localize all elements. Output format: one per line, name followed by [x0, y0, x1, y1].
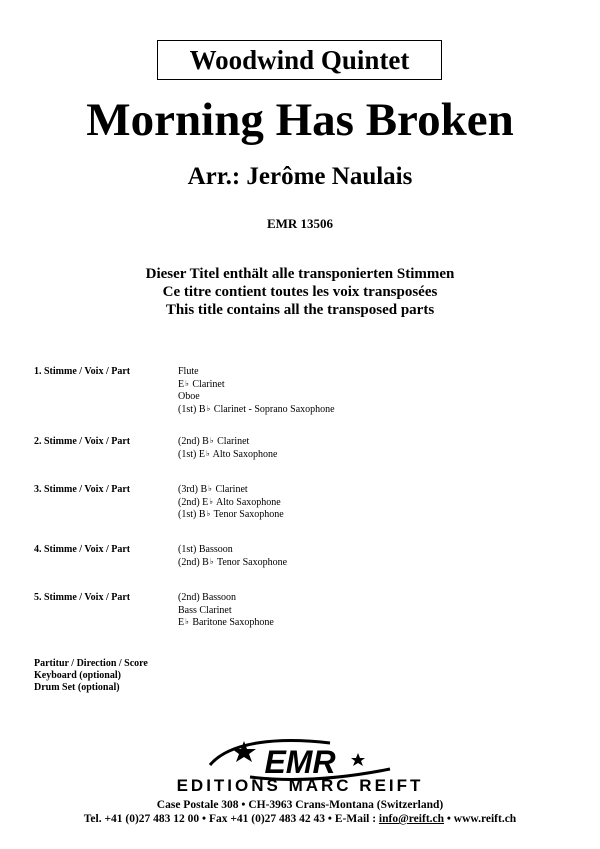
instrument-line: E♭ Clarinet [178, 378, 225, 390]
instrument-line: (2nd) E♭ Alto Saxophone [178, 496, 281, 508]
instrument-list [178, 484, 284, 522]
transposed-note-en: This title contains all the transposed parts [165, 302, 435, 318]
publisher-contact [0, 812, 600, 826]
instrument-line: (1st) Bassoon [178, 544, 233, 555]
instrument-line: (2nd) B♭ Clarinet [178, 436, 250, 447]
instrument-line: (2nd) Bassoon [178, 592, 237, 603]
instrument-line: (3rd) B♭ Clarinet [178, 484, 248, 495]
contact-phone-fax: Tel. +41 (0)27 483 12 00 • Fax +41 (0)27 483 42 43 • E-Mail : [83, 813, 379, 825]
instrument-list [178, 436, 277, 461]
instrument-line: Flute [178, 366, 199, 377]
instrument-line: (2nd) B♭ Tenor Saxophone [178, 556, 288, 568]
contact-website: • www.reift.ch [444, 813, 517, 825]
extra-drums: Drum Set (optional) [34, 682, 120, 693]
instrument-line: Oboe [178, 391, 200, 402]
part-label: 2. Stimme / Voix / Part [34, 436, 131, 447]
transposed-note-de: Dieser Titel enthält alle transponierten Stimmen [145, 266, 455, 282]
part-label: 4. Stimme / Voix / Part [34, 544, 131, 555]
transposed-note-fr: Ce titre contient toutes les voix transposées [162, 284, 438, 300]
publisher-name: EDITIONS MARC REIFT [176, 776, 424, 795]
instrument-line: (1st) B♭ Clarinet - Soprano Saxophone [178, 403, 335, 415]
logo-letters: EMR [264, 744, 336, 780]
instrument-list [178, 592, 274, 630]
part-label: 1. Stimme / Voix / Part [34, 366, 131, 377]
extra-score: Partitur / Direction / Score [34, 658, 148, 669]
ensemble-label: Woodwind Quintet [189, 45, 410, 75]
part-label: 3. Stimme / Voix / Part [34, 484, 131, 495]
instrument-line: Bass Clarinet [178, 604, 232, 616]
instrument-line: (1st) E♭ Alto Saxophone [178, 448, 278, 460]
publisher-address: Case Postale 308 • CH-3963 Crans-Montana (Switzerland) [156, 799, 444, 811]
instrument-list [178, 544, 287, 569]
arranger: Arr.: Jerôme Naulais [187, 163, 413, 190]
page-title: Morning Has Broken [86, 94, 514, 146]
catalog-number: EMR 13506 [266, 216, 334, 231]
extra-keyboard: Keyboard (optional) [34, 670, 121, 681]
instrument-list [178, 366, 335, 416]
ensemble-box [157, 40, 442, 80]
email-link[interactable]: info@reift.ch [378, 813, 445, 825]
part-label: 5. Stimme / Voix / Part [34, 592, 131, 603]
instrument-line: (1st) B♭ Tenor Saxophone [178, 509, 284, 520]
instrument-line: E♭ Baritone Saxophone [178, 617, 274, 628]
